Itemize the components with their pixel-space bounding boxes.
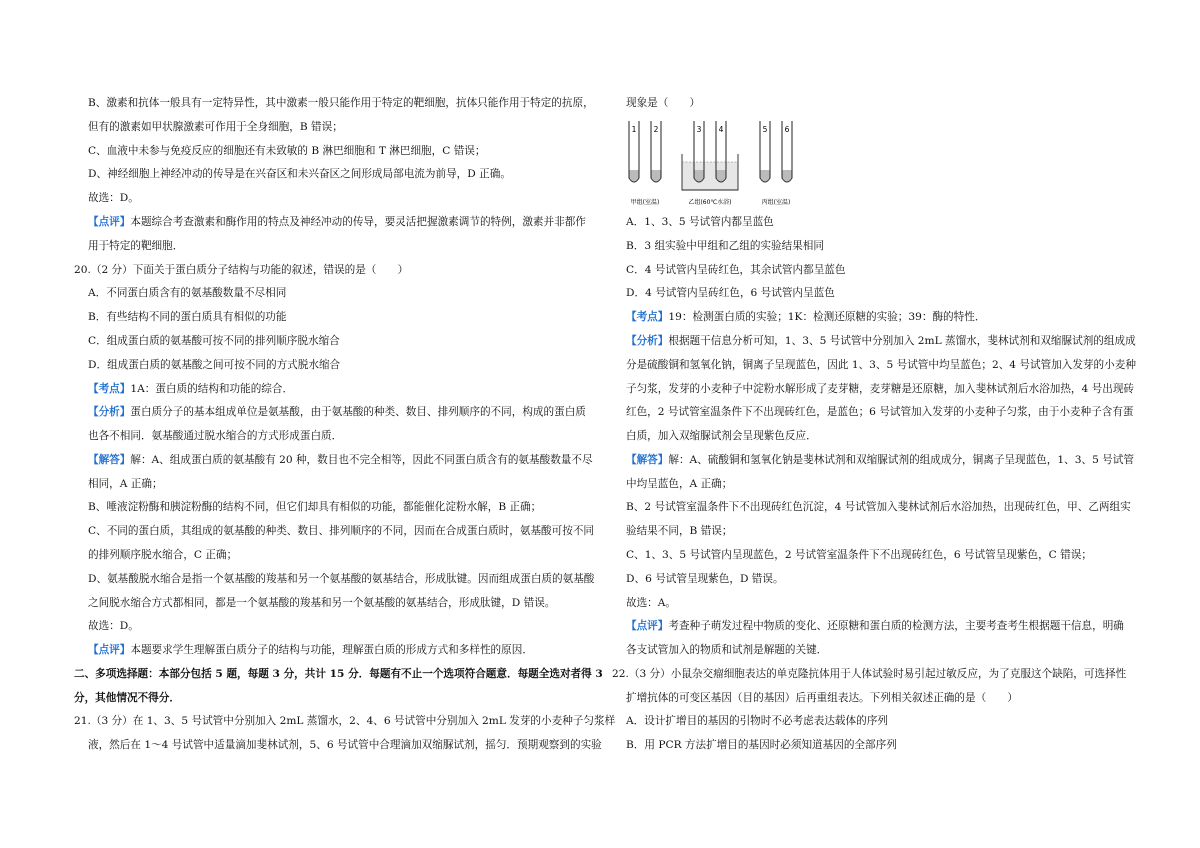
option-d: D．组成蛋白质的氨基酸之间可按不同的方式脱水缩合 [88, 359, 341, 371]
text-line: 子匀浆，发芽的小麦种子中淀粉水解形成了麦芽糖，麦芽糖是还原糖，加入斐林试剂后水浴加热，4 号出现砖 [626, 383, 1135, 395]
tube-label: 1 [631, 125, 637, 134]
fenxi-line [88, 405, 586, 419]
test-tube-figure [626, 118, 806, 208]
tube-label: 6 [784, 125, 790, 134]
jieda-tag: 【解答】 [626, 454, 669, 466]
fenxi-tag: 【分析】 [626, 335, 669, 347]
comment-line [88, 215, 586, 229]
text-line: D、氨基酸脱水缩合是指一个氨基酸的羧基和另一个氨基酸的氨基结合，形成肽键。因而组成蛋白质的氨基酸 [88, 573, 595, 585]
question-20: 20.（2 分）下面关于蛋白质分子结构与功能的叙述，错误的是（ ） [74, 264, 409, 276]
dianping-tag: 【点评】 [88, 644, 131, 656]
fenxi-text: 蛋白质分子的基本组成单位是氨基酸，由于氨基酸的种类、数目、排列顺序的不同，构成的蛋白质 [130, 406, 586, 418]
group-label: 乙组(60℃水浴) [688, 199, 732, 206]
question-22: 22.（3 分）小鼠杂交瘤细胞表达的单克隆抗体用于人体试验时易引起过敏反应，为了克服这个缺陷，可选择性 [612, 668, 1127, 680]
jieda-tag: 【解答】 [88, 454, 131, 466]
option-a: A．设计扩增目的基因的引物时不必考虑表达载体的序列 [626, 715, 888, 727]
option-b: B．用 PCR 方法扩增目的基因时必须知道基因的全部序列 [626, 739, 897, 751]
text-line: B、唾液淀粉酶和胰淀粉酶的结构不同，但它们却具有相似的功能，都能催化淀粉水解，B 正确； [88, 501, 542, 513]
kaodian-line [626, 310, 985, 324]
option-d: D．4 号试管内呈砖红色，6 号试管内呈蓝色 [626, 287, 835, 299]
text-line: C、1、3、5 号试管内呈现蓝色，2 号试管室温条件下不出现砖红色，6 号试管呈现紫色，C 错误； [626, 549, 1092, 561]
tube-label: 4 [718, 125, 724, 134]
text-line: 各支试管加入的物质和试剂是解题的关键． [626, 644, 828, 656]
section-heading: 分，其他情况不得分． [74, 692, 180, 704]
text-line: C、血液中未参与免疫反应的细胞还有未致敏的 B 淋巴细胞和 T 淋巴细胞，C 错误； [88, 145, 486, 157]
fenxi-tag: 【分析】 [88, 406, 131, 418]
kaodian-tag: 【考点】 [88, 383, 131, 395]
fenxi-text: 根据题干信息分析可知，1、3、5 号试管中分别加入 2mL 蒸馏水，斐林试剂和双缩脲试剂的组成成 [668, 335, 1136, 347]
dianping-line [88, 643, 533, 657]
kaodian-text: 1A：蛋白质的结构和功能的综合． [130, 383, 294, 395]
option-b: B．有些结构不同的蛋白质具有相似的功能 [88, 311, 287, 323]
dianping-line [626, 619, 1124, 633]
text-line: 液，然后在 1～4 号试管中适量滴加斐林试剂，5、6 号试管中合理滴加双缩脲试剂，摇匀．预期观察到的实验 [88, 739, 602, 751]
jieda-text: 解：A、硫酸铜和氢氧化钠是斐林试剂和双缩脲试剂的组成成分，铜离子呈现蓝色，1、3、5 号试管 [668, 454, 1134, 466]
text-line: 用于特定的靶细胞． [88, 240, 184, 252]
text-line: D、6 号试管呈现紫色，D 错误。 [626, 573, 784, 585]
text-line: 红色，2 号试管室温条件下不出现砖红色，是蓝色；6 号试管加入发芽的小麦种子匀浆，由于小麦种子含有蛋 [626, 406, 1134, 418]
option-a: A．不同蛋白质含有的氨基酸数量不尽相同 [88, 287, 287, 299]
dianping-text: 本题要求学生理解蛋白质分子的结构与功能，理解蛋白质的形成方式和多样性的原因． [130, 644, 533, 656]
text-line: 现象是（ ） [626, 97, 701, 109]
text-line: 故选：A。 [626, 597, 677, 609]
option-c: C．4 号试管内呈砖红色，其余试管内都呈蓝色 [626, 264, 846, 276]
text-line: 但有的激素如甲状腺激素可作用于全身细胞，B 错误； [88, 121, 343, 133]
kaodian-tag: 【考点】 [626, 311, 669, 323]
text-line: B、2 号试管室温条件下不出现砖红色沉淀，4 号试管加入斐林试剂后水浴加热，出现砖红色，甲、乙两组实 [626, 501, 1131, 513]
text-line: C、不同的蛋白质，其组成的氨基酸的种类、数目、排列顺序的不同，因而在合成蛋白质时，氨基酸可按不同 [88, 525, 595, 537]
kaodian-line [88, 382, 293, 396]
group-label: 丙组(室温) [761, 199, 791, 206]
comment-text: 本题综合考查激素和酶作用的特点及神经冲动的传导，要灵活把握激素调节的特例，激素并非都作 [130, 216, 586, 228]
text-line: 白质，加入双缩脲试剂会呈现紫色反应． [626, 430, 817, 442]
option-a: A．1、3、5 号试管内都呈蓝色 [626, 216, 774, 228]
text-line: 中均呈蓝色，A 正确； [626, 478, 733, 490]
water-bath-water [683, 162, 738, 190]
tube-label: 3 [696, 125, 702, 134]
dianping-tag: 【点评】 [626, 620, 669, 632]
comment-tag: 【点评】 [88, 216, 131, 228]
fenxi-line [626, 334, 1136, 348]
text-line: 故选：D。 [88, 192, 139, 204]
option-c: C．组成蛋白质的氨基酸可按不同的排列顺序脱水缩合 [88, 335, 340, 347]
text-line: 分是硫酸铜和氢氧化钠，铜离子呈现蓝色，因此 1、3、5 号试管中均呈蓝色；2、4 号试管加入发芽的小麦种 [626, 359, 1136, 371]
text-line: 相同，A 正确； [88, 478, 163, 490]
tube-label: 2 [653, 125, 659, 134]
jieda-line [88, 453, 593, 467]
tube-label: 5 [762, 125, 768, 134]
option-b: B．3 组实验中甲组和乙组的实验结果相同 [626, 240, 824, 252]
question-21: 21.（3 分）在 1、3、5 号试管中分别加入 2mL 蒸馏水，2、4、6 号试管中分别加入 2mL 发芽的小麦种子匀浆样 [74, 715, 616, 727]
text-line: 的排列顺序脱水缩合，C 正确； [88, 549, 238, 561]
text-line: B、激素和抗体一般具有一定特异性，其中激素一般只能作用于特定的靶细胞，抗体只能作用于特定的抗原， [88, 97, 594, 109]
jieda-line [626, 453, 1134, 467]
text-line: D、神经细胞上神经冲动的传导是在兴奋区和未兴奋区之间形成局部电流为前导，D 正确。 [88, 168, 511, 180]
text-line: 也各不相同．氨基酸通过脱水缩合的方式形成蛋白质． [88, 430, 343, 442]
section-heading: 二、多项选择题：本部分包括 5 题，每题 3 分，共计 15 分．每题有不止一个选项符合题意．每题全选对者得 3 [74, 668, 603, 680]
group-label: 甲组(室温) [630, 199, 660, 206]
text-line: 扩增抗体的可变区基因（目的基因）后再重组表达。下列相关叙述正确的是（ ） [626, 692, 1018, 704]
kaodian-text: 19：检测蛋白质的实验；1K：检测还原糖的实验；39：酶的特性． [668, 311, 986, 323]
jieda-text: 解：A、组成蛋白质的氨基酸有 20 种，数目也不完全相等，因此不同蛋白质含有的氨基酸数量不尽 [130, 454, 593, 466]
dianping-text: 考查种子萌发过程中物质的变化、还原糖和蛋白质的检测方法，主要考查考生根据题干信息，明确 [668, 620, 1124, 632]
text-line: 验结果不同，B 错误； [626, 525, 733, 537]
text-line: 之间脱水缩合方式都相同，都是一个氨基酸的羧基和另一个氨基酸的氨基结合，形成肽键，D 错误。 [88, 597, 556, 609]
text-line: 故选：D。 [88, 620, 139, 632]
